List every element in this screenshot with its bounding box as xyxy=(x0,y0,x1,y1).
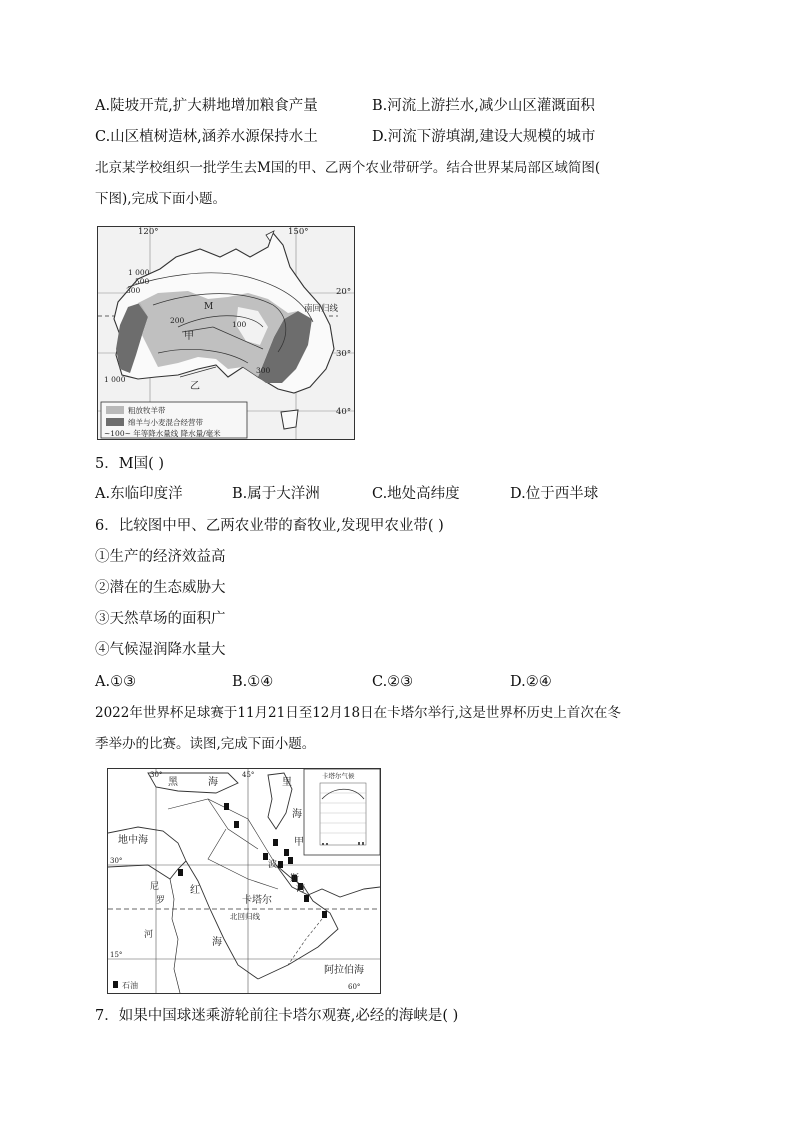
map1-isohyet-500: 500 xyxy=(135,277,150,286)
map2-persian-gulf-1: 波 xyxy=(268,860,278,870)
map2-lon-45: 45° xyxy=(242,771,255,779)
intro1-line2: 下图),完成下面小题。 xyxy=(95,191,227,207)
map1-isohyet-100: 100 xyxy=(232,320,247,329)
map1-lon-120: 120° xyxy=(138,227,159,237)
map2-red-sea-2: 海 xyxy=(212,937,222,948)
map2-mediterranean: 地中海 xyxy=(118,835,148,846)
map2-persian-gulf-2: 斯 xyxy=(290,874,300,884)
map2-caspian-2: 海 xyxy=(292,809,302,820)
option-d: D.河流下游填湖,建设大规模的城市 xyxy=(372,129,596,145)
option-b: B.河流上游拦水,减少山区灌溉面积 xyxy=(372,98,595,114)
map2-black-sea-1: 黑 xyxy=(168,777,178,788)
map1-isohyet-300-south: 300 xyxy=(256,366,271,375)
map1-isohyet-300-west: 300 xyxy=(126,286,141,295)
map1-legend-isohyet: ~100~ 年等降水量线 降水量/毫米 xyxy=(104,429,221,438)
map1-label-m: M xyxy=(204,302,214,312)
q5-option-d: D.位于西半球 xyxy=(510,486,599,502)
map1-isohyet-1000-south: 1 000 xyxy=(104,375,126,384)
middle-east-map xyxy=(107,768,381,994)
map2-lat-30: 30° xyxy=(110,857,123,865)
q6-option-d: D.②④ xyxy=(510,674,552,690)
map1-lat-30: 30° xyxy=(336,349,352,359)
australia-map xyxy=(97,226,355,440)
map2-arabian-sea: 阿拉伯海 xyxy=(324,965,364,976)
map2-lon-60: 60° xyxy=(348,983,361,991)
q6-stem: 6．比较图中甲、乙两农业带的畜牧业,发现甲农业带( ) xyxy=(95,518,444,534)
intro2-line2: 季举办的比赛。读图,完成下面小题。 xyxy=(95,736,316,752)
q6-option-b: B.①④ xyxy=(232,674,274,690)
intro2-line1: 2022年世界杯足球赛于11月21日至12月18日在卡塔尔举行,这是世界杯历史上首次在冬 xyxy=(95,705,621,721)
map1-legend-mixed: 绵羊与小麦混合经营带 xyxy=(128,418,203,427)
q5-stem: 5．M国( ) xyxy=(95,456,164,472)
map2-nile-1: 尼 xyxy=(150,882,160,892)
map1-label-yi: 乙 xyxy=(190,381,200,392)
map2-nile-2: 罗 xyxy=(156,896,166,906)
q6-option-c: C.②③ xyxy=(372,674,414,690)
map1-lon-150: 150° xyxy=(288,227,309,237)
q5-option-c: C.地处高纬度 xyxy=(372,486,460,502)
q6-statement-4: ④气候湿润降水量大 xyxy=(95,642,226,658)
map2-tropic: 北回归线 xyxy=(230,912,260,921)
map2-caspian-1: 里 xyxy=(282,777,292,788)
map2-label-jia: 甲 xyxy=(294,837,304,848)
map2-lat-15: 15° xyxy=(110,951,123,959)
option-c: C.山区植树造林,涵养水源保持水土 xyxy=(95,129,318,145)
q6-statement-3: ③天然草场的面积广 xyxy=(95,611,226,627)
option-a: A.陡坡开荒,扩大耕地增加粮食产量 xyxy=(95,98,318,114)
map2-climate-title: 卡塔尔气候 xyxy=(322,772,355,780)
map2-nile-3: 河 xyxy=(144,930,154,940)
q5-option-a: A.东临印度洋 xyxy=(95,486,183,502)
map1-isohyet-1000-north: 1 000 xyxy=(128,268,150,277)
map1-lat-40: 40° xyxy=(336,407,352,417)
intro1-line1: 北京某学校组织一批学生去M国的甲、乙两个农业带研学。结合世界某局部区域简图( xyxy=(95,160,601,176)
q6-option-a: A.①③ xyxy=(95,674,137,690)
map2-black-sea-2: 海 xyxy=(208,777,218,788)
map2-legend-oil: 石油 xyxy=(122,981,138,990)
q7-stem: 7．如果中国球迷乘游轮前往卡塔尔观赛,必经的海峡是( ) xyxy=(95,1008,459,1024)
map2-red-sea-1: 红 xyxy=(190,885,200,896)
q6-statement-1: ①生产的经济效益高 xyxy=(95,549,226,565)
map1-label-jia: 甲 xyxy=(184,331,194,342)
map1-lat-20: 20° xyxy=(336,287,352,297)
q6-statement-2: ②潜在的生态威胁大 xyxy=(95,580,226,596)
map1-legend-extensive: 粗放牧羊带 xyxy=(128,406,166,415)
map2-qatar: 卡塔尔 xyxy=(242,895,272,906)
map2-persian-gulf-3: 湾 xyxy=(296,884,306,894)
map1-tropic-label: 南回归线 xyxy=(304,304,339,314)
map1-isohyet-200: 200 xyxy=(170,316,185,325)
map2-lon-30: 30° xyxy=(150,771,163,779)
q5-option-b: B.属于大洋洲 xyxy=(232,486,320,502)
